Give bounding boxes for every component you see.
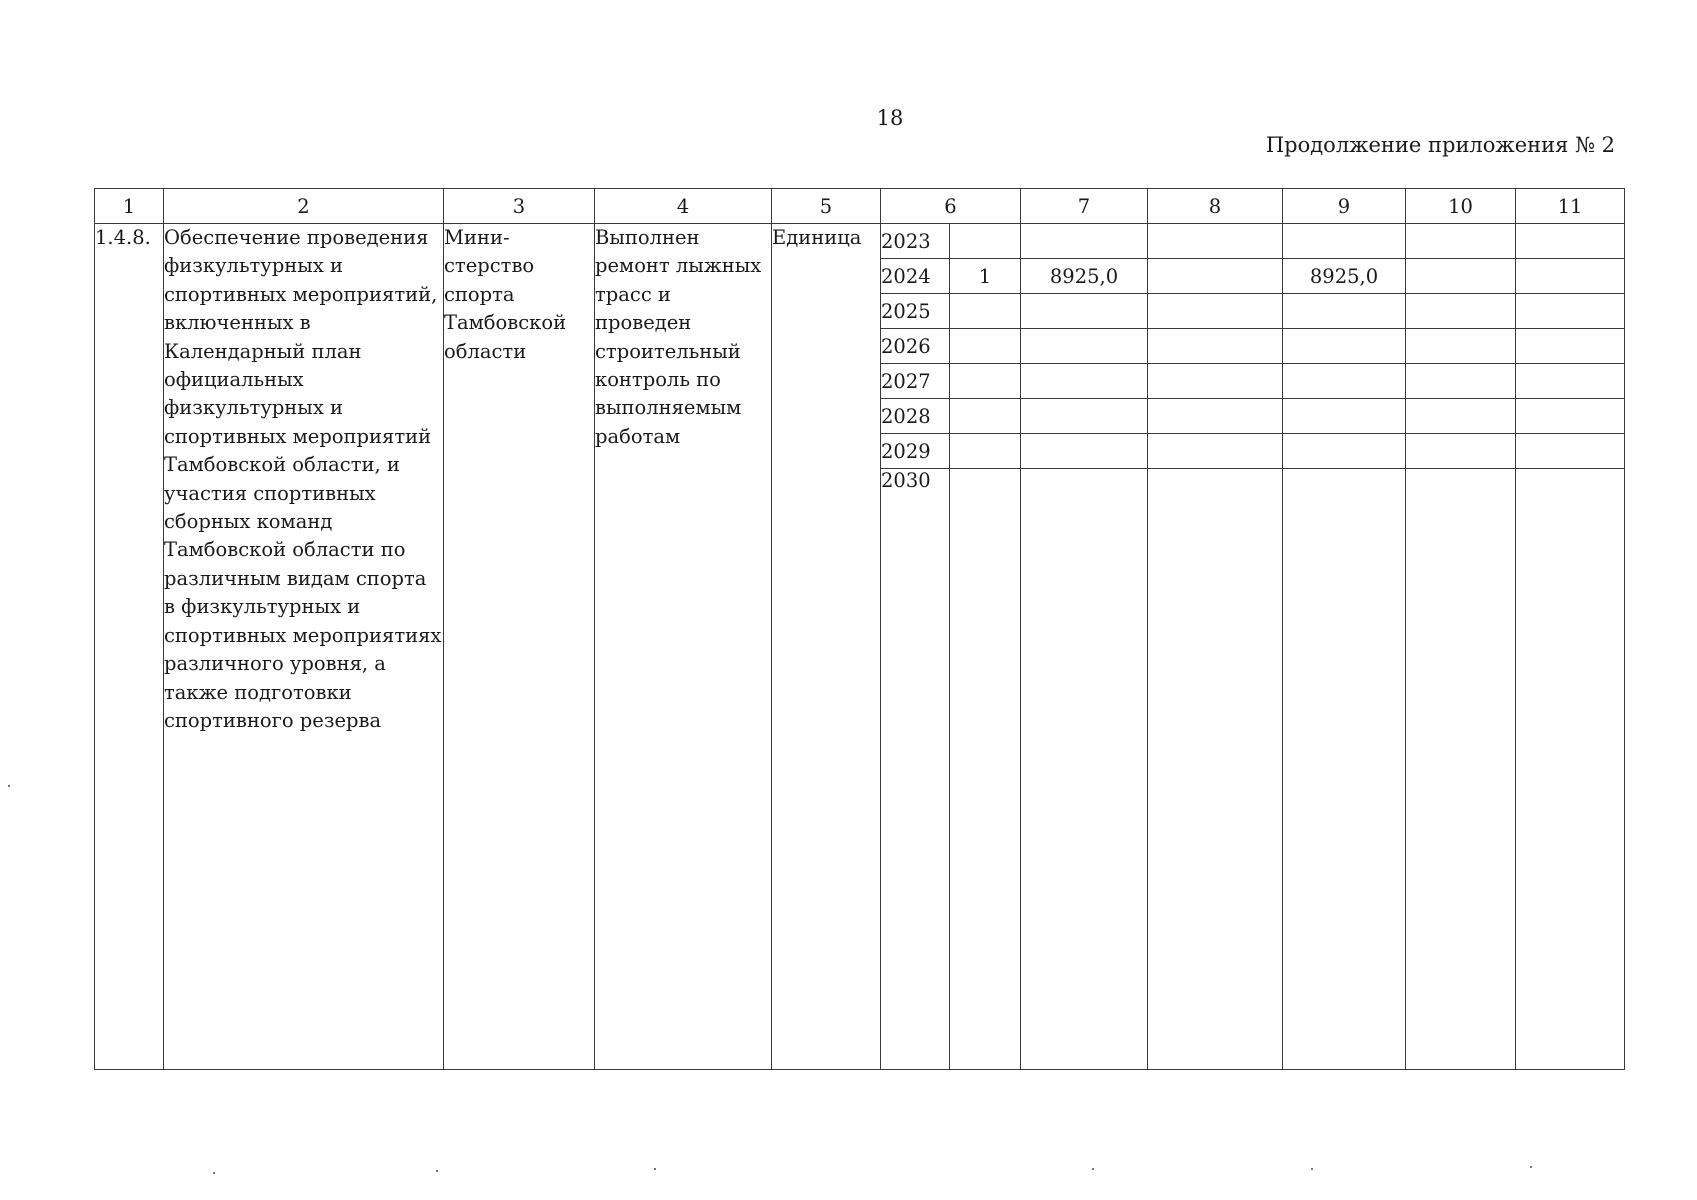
col7-cell xyxy=(1021,224,1148,259)
scan-speck xyxy=(1530,1166,1532,1168)
header-col-9: 9 xyxy=(1283,189,1406,224)
appendix-note: Продолжение приложения № 2 xyxy=(1265,133,1615,157)
col9-cell xyxy=(1283,434,1406,469)
scan-speck xyxy=(436,1170,438,1172)
value-cell xyxy=(950,434,1021,469)
col7-cell xyxy=(1021,434,1148,469)
header-col-1: 1 xyxy=(95,189,164,224)
col8-cell xyxy=(1148,469,1283,1070)
col8-cell xyxy=(1148,364,1283,399)
activity-description: Обеспечение проведения физкультурных и спортивных мероприятий, включенных в Календарный план официальных физкультурных и спортивных мероприятий Тамбовской области, и участия спортивных сборных команд Тамбовской области по различным видам спорта в физкультурных и спортивных мероприятиях различного уровня, а также подготовки спортивного резерва xyxy=(164,224,444,1070)
year-cell: 2027 xyxy=(881,364,950,399)
activity-result: Выполнен ремонт лыжных трасс и проведен строительный контроль по выполняемым работам xyxy=(595,224,772,1070)
col7-cell xyxy=(1021,294,1148,329)
col10-cell xyxy=(1406,224,1516,259)
value-cell xyxy=(950,399,1021,434)
year-cell: 2024 xyxy=(881,259,950,294)
col11-cell xyxy=(1516,294,1625,329)
header-col-3: 3 xyxy=(444,189,595,224)
col7-cell xyxy=(1021,364,1148,399)
col7-cell xyxy=(1021,399,1148,434)
value-cell xyxy=(950,329,1021,364)
year-cell: 2028 xyxy=(881,399,950,434)
col11-cell xyxy=(1516,364,1625,399)
col9-cell xyxy=(1283,399,1406,434)
col10-cell xyxy=(1406,364,1516,399)
col11-cell xyxy=(1516,434,1625,469)
scan-speck xyxy=(1092,1168,1094,1170)
col11-cell xyxy=(1516,329,1625,364)
col9-cell xyxy=(1283,364,1406,399)
table-row xyxy=(95,224,1625,259)
col10-cell xyxy=(1406,294,1516,329)
scan-speck xyxy=(654,1168,656,1170)
col9-cell: 8925,0 xyxy=(1283,259,1406,294)
col8-cell xyxy=(1148,434,1283,469)
activity-table xyxy=(94,188,1625,1070)
col8-cell xyxy=(1148,259,1283,294)
col10-cell xyxy=(1406,329,1516,364)
col8-cell xyxy=(1148,329,1283,364)
header-row xyxy=(95,189,1625,224)
col8-cell xyxy=(1148,294,1283,329)
header-col-6: 6 xyxy=(881,189,1021,224)
header-col-10: 10 xyxy=(1406,189,1516,224)
activity-unit: Единица xyxy=(772,224,881,1070)
header-col-8: 8 xyxy=(1148,189,1283,224)
col7-cell: 8925,0 xyxy=(1021,259,1148,294)
col10-cell xyxy=(1406,259,1516,294)
value-cell xyxy=(950,294,1021,329)
year-cell: 2026 xyxy=(881,329,950,364)
activity-code: 1.4.8. xyxy=(95,224,164,1070)
header-col-5: 5 xyxy=(772,189,881,224)
col8-cell xyxy=(1148,399,1283,434)
scan-speck xyxy=(1311,1168,1313,1170)
col9-cell xyxy=(1283,294,1406,329)
value-cell: 1 xyxy=(950,259,1021,294)
col9-cell xyxy=(1283,224,1406,259)
col11-cell xyxy=(1516,399,1625,434)
col10-cell xyxy=(1406,399,1516,434)
col11-cell xyxy=(1516,469,1625,1070)
col9-cell xyxy=(1283,469,1406,1070)
value-cell xyxy=(950,364,1021,399)
activity-executor: Мини-стерство спорта Тамбовской области xyxy=(444,224,595,1070)
col10-cell xyxy=(1406,434,1516,469)
header-col-2: 2 xyxy=(164,189,444,224)
value-cell xyxy=(950,469,1021,1070)
page-number: 18 xyxy=(876,106,904,130)
year-cell: 2025 xyxy=(881,294,950,329)
header-col-4: 4 xyxy=(595,189,772,224)
year-cell: 2023 xyxy=(881,224,950,259)
header-col-11: 11 xyxy=(1516,189,1625,224)
scan-speck xyxy=(8,785,10,787)
col10-cell xyxy=(1406,469,1516,1070)
col8-cell xyxy=(1148,224,1283,259)
scan-speck xyxy=(213,1172,215,1174)
year-cell: 2030 xyxy=(881,469,950,1070)
value-cell xyxy=(950,224,1021,259)
header-col-7: 7 xyxy=(1021,189,1148,224)
col7-cell xyxy=(1021,469,1148,1070)
col9-cell xyxy=(1283,329,1406,364)
col7-cell xyxy=(1021,329,1148,364)
col11-cell xyxy=(1516,259,1625,294)
year-cell: 2029 xyxy=(881,434,950,469)
col11-cell xyxy=(1516,224,1625,259)
